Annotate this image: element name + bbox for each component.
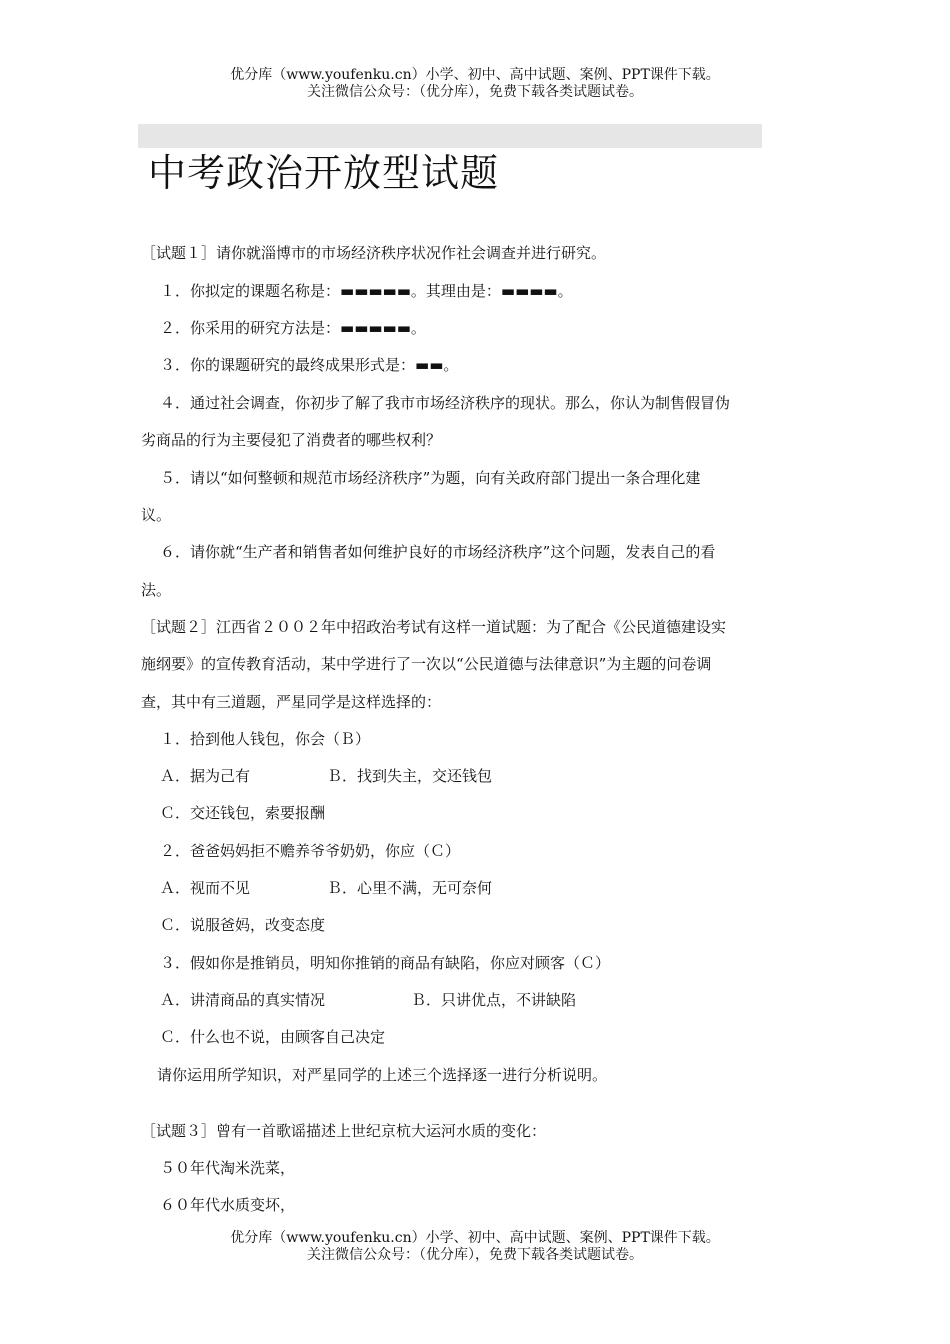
q1-item-3	[160, 355, 458, 375]
answer-blank: ▬▬▬▬	[500, 282, 558, 300]
q2-line-3: 查，其中有三道题，严星同学是这样选择的：	[141, 693, 442, 711]
q3-intro: ［试题３］曾有一首歌谣描述上世纪京杭大运河水质的变化：	[141, 1122, 547, 1140]
footer-line-2: 关注微信公众号：（优分库），免费下载各类试题试卷。	[307, 1247, 643, 1263]
title-band	[138, 124, 762, 148]
q2-item-3-option-c: Ｃ．什么也不说，由顾客自己决定	[160, 1028, 386, 1046]
q1-item-3-end: 。	[443, 356, 459, 374]
q2-item-2-option-c: Ｃ．说服爸妈，改变态度	[160, 916, 326, 934]
q1-item-5-line-1: ５．请以“如何整顿和规范市场经济秩序”为题，向有关政府部门提出一条合理化建	[160, 469, 701, 487]
page-title: 中考政治开放型试题	[148, 151, 500, 195]
q2-item-1-option-c: Ｃ．交还钱包，索要报酬	[160, 804, 326, 822]
q2-item-2-option-b: Ｂ．心里不满，无可奈何	[327, 879, 493, 897]
q1-item-4-line-1: ４．通过社会调查，你初步了解了我市市场经济秩序的现状。那么，你认为制售假冒伪	[160, 394, 731, 412]
q1-item-4-line-2: 劣商品的行为主要侵犯了消费者的哪些权利？	[141, 431, 442, 449]
q1-item-1-end: 。	[557, 282, 573, 300]
q2-item-3-option-a: Ａ．讲清商品的真实情况	[160, 991, 326, 1009]
q2-line-2: 施纲要》的宣传教育活动，某中学进行了一次以“公民道德与法律意识”为主题的问卷调	[141, 655, 712, 673]
answer-blank: ▬▬	[415, 356, 444, 374]
q1-item-6-line-2: 法。	[141, 581, 172, 599]
q2-item-1-option-b: Ｂ．找到失主，交还钱包	[327, 767, 493, 785]
q2-item-1: １．拾到他人钱包，你会（Ｂ）	[160, 730, 371, 748]
answer-blank: ▬▬▬▬▬	[340, 319, 411, 337]
header-line-2: 关注微信公众号：（优分库），免费下载各类试题试卷。	[307, 84, 643, 100]
q2-item-3: ３．假如你是推销员，明知你推销的商品有缺陷，你应对顾客（Ｃ）	[160, 954, 611, 972]
q2-line-1: ［试题２］江西省２００２年中招政治考试有这样一道试题：为了配合《公民道德建设实	[141, 618, 727, 636]
q2-item-2-option-a: Ａ．视而不见	[160, 879, 251, 897]
q1-intro: ［试题１］请你就淄博市的市场经济秩序状况作社会调查并进行研究。	[141, 244, 607, 262]
answer-blank: ▬▬▬▬▬	[340, 282, 411, 300]
header-line-1: 优分库（www.youfenku.cn）小学、初中、高中试题、案例、PPT课件下载。	[230, 67, 720, 83]
q2-item-2: ２．爸爸妈妈拒不赡养爷爷奶奶，你应（Ｃ）	[160, 842, 461, 860]
q1-item-2-text: ２．你采用的研究方法是：	[160, 319, 341, 337]
footer-line-1: 优分库（www.youfenku.cn）小学、初中、高中试题、案例、PPT课件下载。	[230, 1230, 720, 1246]
q3-verse-1: ５０年代淘米洗菜，	[160, 1159, 296, 1177]
q1-item-6-line-1: ６．请你就“生产者和销售者如何维护良好的市场经济秩序”这个问题，发表自己的看	[160, 543, 716, 561]
q1-item-2-end: 。	[410, 319, 426, 337]
q1-item-1	[160, 281, 573, 301]
q1-item-2	[160, 318, 426, 338]
q1-item-1-text-2: 。其理由是：	[410, 282, 501, 300]
q1-item-1-text: １．你拟定的课题名称是：	[160, 282, 341, 300]
q1-item-5-line-2: 议。	[141, 506, 172, 524]
q3-verse-2: ６０年代水质变坏，	[160, 1196, 296, 1214]
page-footer	[0, 1230, 950, 1264]
q2-ask: 请你运用所学知识，对严星同学的上述三个选择逐一进行分析说明。	[157, 1066, 608, 1084]
q2-item-1-option-a: Ａ．据为己有	[160, 767, 251, 785]
page-header	[0, 67, 950, 101]
q1-item-3-text: ３．你的课题研究的最终成果形式是：	[160, 356, 416, 374]
q2-item-3-option-b: Ｂ．只讲优点，不讲缺陷	[411, 991, 577, 1009]
